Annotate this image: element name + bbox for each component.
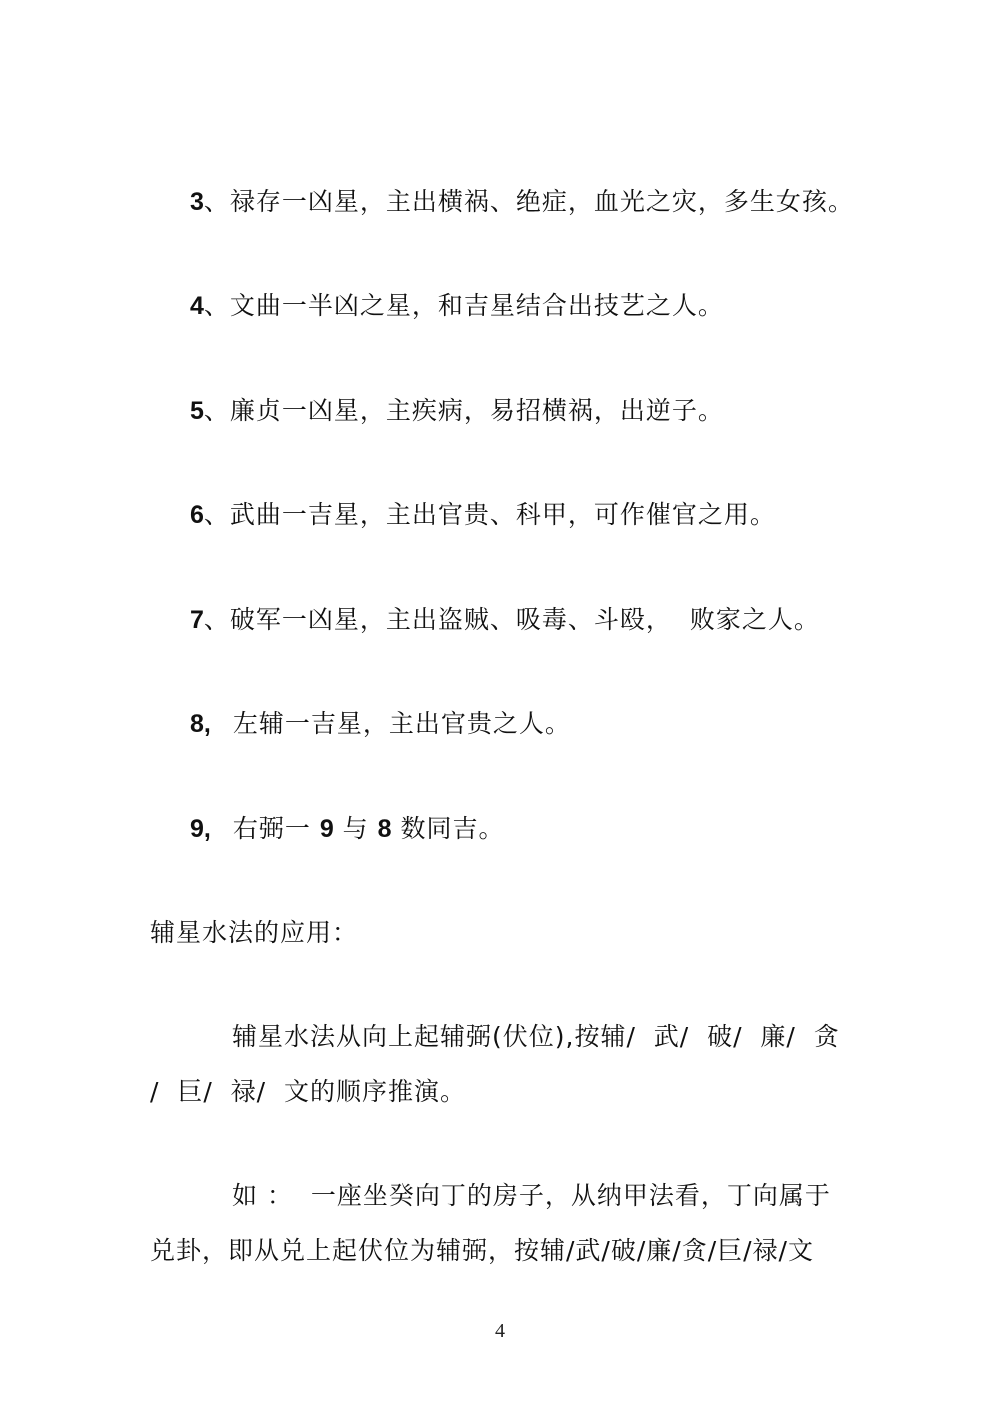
- item-text-part: 数同吉。: [391, 814, 505, 843]
- paragraph-2-line-1: 如 ： 一座坐癸向丁的房子，从纳甲法看，丁向属于: [232, 1181, 831, 1210]
- item-text-part: 与: [333, 814, 378, 843]
- paragraph-2-line-2: 兑卦，即从兑上起伏位为辅弼，按辅/武/破/廉/贪/巨/禄/文: [150, 1236, 814, 1265]
- item-text: 廉贞一凶星，主疾病，易招横祸，出逆子。: [229, 396, 724, 425]
- item-number: 7: [190, 606, 204, 634]
- item-text: 文曲一半凶之星，和吉星结合出技艺之人。: [229, 291, 724, 320]
- item-number: 6: [190, 501, 204, 529]
- item-text: 武曲一吉星，主出官贵、科甲，可作催官之用。: [229, 500, 776, 529]
- item-number: 8,: [190, 710, 211, 738]
- item-separator: 、: [203, 291, 230, 320]
- item-text-part: 右弼一: [232, 814, 320, 843]
- item-text: 左辅一吉星，主出官贵之人。: [232, 709, 571, 738]
- item-separator: 、: [203, 187, 230, 216]
- list-item-6: [190, 499, 1000, 531]
- item-separator: 、: [203, 500, 230, 529]
- paragraph-1-line-1: 辅星水法从向上起辅弼(伏位),按辅/ 武/ 破/ 廉/ 贪: [232, 1022, 840, 1051]
- item-number: 9,: [190, 815, 211, 843]
- item-text: 禄存一凶星，主出横祸、绝症，血光之灾，多生女孩。: [229, 187, 854, 216]
- list-item-9: [190, 813, 1000, 845]
- inline-number: 9: [319, 815, 334, 843]
- paragraph-1-line-2: / 巨/ 禄/ 文的顺序推演。: [150, 1077, 466, 1106]
- list-item-4: [190, 290, 1000, 322]
- item-number: 4: [190, 292, 204, 320]
- page-number: 4: [495, 1320, 505, 1342]
- list-item-8: [190, 708, 1000, 740]
- list-item-7: [190, 604, 1000, 636]
- section-heading: 辅星水法的应用：: [150, 918, 359, 947]
- item-text: 破军一凶星，主出盗贼、吸毒、斗殴， 败家之人。: [229, 605, 820, 634]
- item-number: 3: [190, 188, 204, 216]
- item-separator: 、: [203, 396, 230, 425]
- item-number: 5: [190, 397, 204, 425]
- inline-number: 8: [377, 815, 392, 843]
- list-item-3: [190, 186, 1000, 218]
- list-item-5: [190, 395, 1000, 427]
- item-separator: 、: [203, 605, 230, 634]
